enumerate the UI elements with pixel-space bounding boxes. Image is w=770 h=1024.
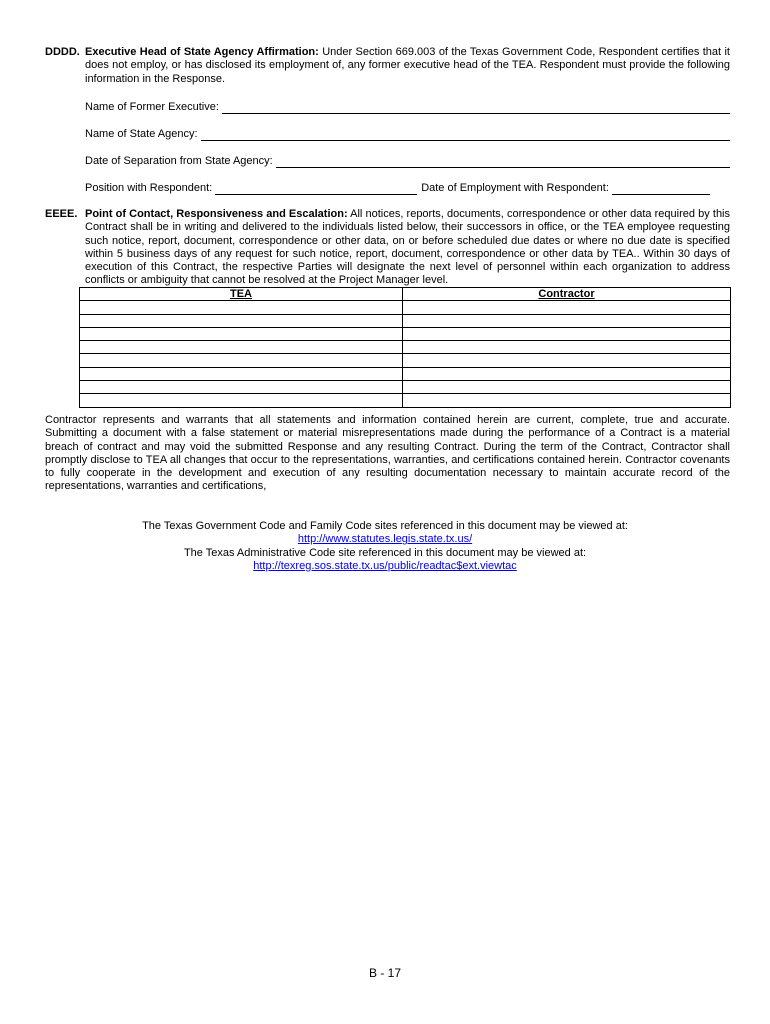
state-agency-field	[85, 127, 730, 141]
table-cell[interactable]	[80, 341, 403, 354]
section-label: EEEE.	[45, 208, 78, 220]
warranty-paragraph: Contractor represents and warrants that all statements and information contained herein are current, complete, true and accurate. Submitting a document with a false statement or material misrepresentations made during the performance of a Contract is a material breach of contract and may void the submitted Response and any resulting Contract. During the term of the Contract, Contractor shall promptly disclose to TEA all changes that occur to the representations, warranties, and certifications contained herein. Contractor covenants to fully cooperate in the development and execution of any resulting documentation necessary to maintain accurate record of the representations, warranties and certifications,	[45, 414, 730, 493]
position-input-line[interactable]	[215, 184, 417, 195]
table-row	[80, 327, 731, 340]
date-separation-field	[85, 154, 730, 168]
page-number: B - 17	[368, 966, 401, 980]
table-cell[interactable]	[403, 341, 731, 354]
table-cell[interactable]	[80, 327, 403, 340]
state-agency-input-line[interactable]	[201, 130, 730, 141]
date-employment-input-line[interactable]	[612, 184, 710, 195]
table-cell[interactable]	[403, 314, 731, 327]
table-row	[80, 354, 731, 367]
field-label: Position with Respondent:	[85, 181, 213, 194]
position-field	[85, 181, 730, 195]
table-cell[interactable]	[403, 394, 731, 407]
table-cell[interactable]	[80, 367, 403, 380]
section-label: DDDD.	[45, 46, 80, 58]
table-row	[80, 367, 731, 380]
statutes-link[interactable]: http://www.statutes.legis.state.tx.us/	[297, 533, 473, 546]
table-cell[interactable]	[403, 354, 731, 367]
former-executive-input-line[interactable]	[222, 103, 730, 114]
field-label: Date of Employment with Respondent:	[421, 181, 609, 194]
references-block	[0, 520, 770, 573]
table-cell[interactable]	[403, 381, 731, 394]
admin-code-text: The Texas Administrative Code site referenced in this document may be viewed at:	[183, 546, 587, 559]
texreg-link[interactable]: http://texreg.sos.state.tx.us/public/readtac$ext.viewtac	[253, 559, 517, 572]
table-row	[80, 301, 731, 314]
table-header-row	[80, 288, 731, 301]
field-label: Name of Former Executive:	[85, 100, 219, 113]
table-cell[interactable]	[403, 367, 731, 380]
section-heading: Point of Contact, Responsiveness and Escalation:	[85, 208, 348, 220]
column-header-contractor: Contractor	[403, 288, 731, 301]
table-row	[80, 341, 731, 354]
table-cell[interactable]	[80, 381, 403, 394]
section-text: All notices, reports, documents, correspondence or other data required by this Contract shall be in writing and delivered to the individuals listed below, their successors in office, or the TEA employee requesting such notice, report, document, correspondence or other data, on or before scheduled due dates or where no due date is specified within 5 business days of any request for such notice, report, document, correspondence or other data by TEA.. Within 30 days of execution of this Contract, the respective Parties will designate the next level of personnel within each organization to address conflicts or ambiguity that cannot be resolved at the Project Manager level.	[85, 208, 730, 287]
table-cell[interactable]	[80, 301, 403, 314]
table-cell[interactable]	[403, 301, 731, 314]
section-body	[85, 208, 730, 288]
table-row	[80, 394, 731, 407]
column-header-tea: TEA	[80, 288, 403, 301]
table-cell[interactable]	[403, 327, 731, 340]
section-text: Under Section 669.003 of the Texas Government Code, Respondent certifies that it does not employ, or has disclosed its employment of, any former executive head of the TEA. Respondent must provide the following information in the Response.	[85, 46, 730, 85]
table-cell[interactable]	[80, 314, 403, 327]
table-row	[80, 314, 731, 327]
date-separation-input-line[interactable]	[276, 157, 730, 168]
table-cell[interactable]	[80, 354, 403, 367]
section-heading: Executive Head of State Agency Affirmation:	[85, 46, 319, 58]
table-row	[80, 381, 731, 394]
field-label: Date of Separation from State Agency:	[85, 154, 273, 167]
former-executive-field	[85, 100, 730, 114]
gov-family-code-text: The Texas Government Code and Family Code sites referenced in this document may be viewed at:	[142, 520, 628, 532]
field-label: Name of State Agency:	[85, 127, 198, 140]
table-cell[interactable]	[80, 394, 403, 407]
section-body	[85, 46, 730, 86]
contacts-table	[79, 287, 731, 408]
